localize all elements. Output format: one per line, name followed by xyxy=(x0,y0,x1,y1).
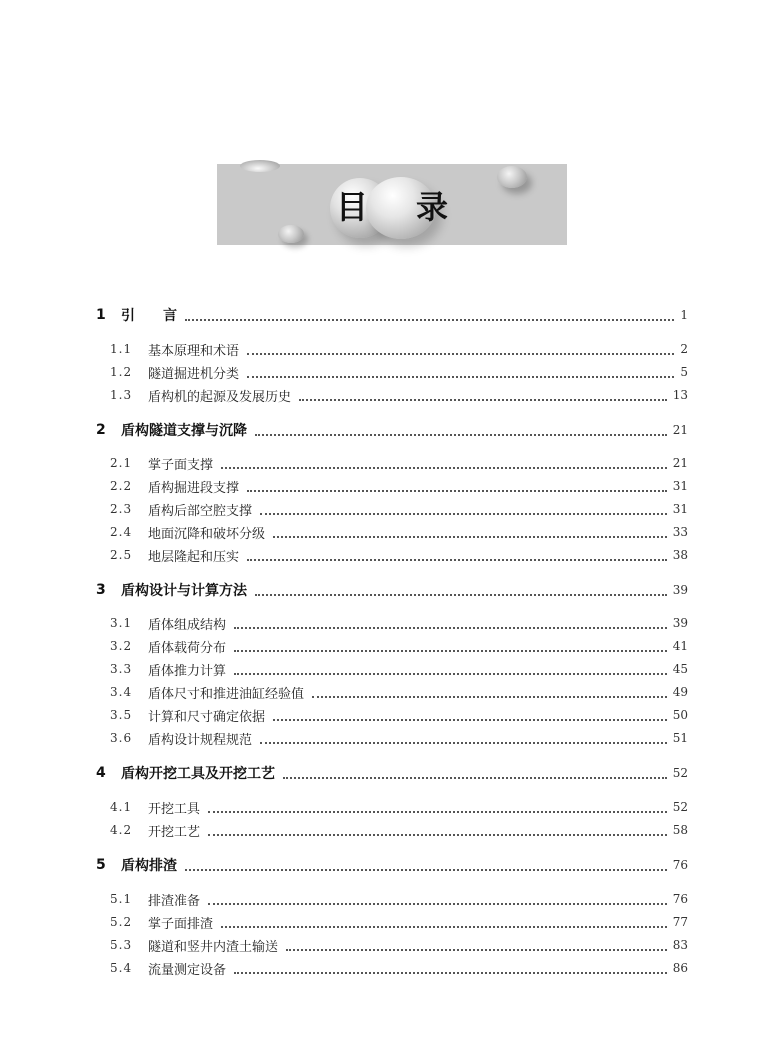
dot-leader xyxy=(208,893,667,905)
dot-leader xyxy=(185,309,674,321)
page-number: 2 xyxy=(680,342,688,356)
section-number: 5.2 xyxy=(110,915,133,929)
section-title: 盾体组成结构 xyxy=(148,617,227,633)
section-number: 2.1 xyxy=(110,456,133,470)
page-number: 41 xyxy=(672,639,688,653)
page-number: 31 xyxy=(672,502,688,516)
section-title: 盾构机的起源及发展历史 xyxy=(148,389,292,405)
section-title: 盾体推力计算 xyxy=(148,663,227,679)
toc-section-row[interactable] xyxy=(0,453,759,473)
dot-leader xyxy=(234,962,667,974)
dot-leader xyxy=(247,480,667,492)
section-title: 盾构设计规程规范 xyxy=(148,732,253,748)
section-number: 2.5 xyxy=(110,548,133,562)
dot-leader xyxy=(234,663,667,675)
toc-chapter-row[interactable] xyxy=(0,580,759,600)
page-number: 52 xyxy=(672,766,688,780)
section-title: 盾构后部空腔支撑 xyxy=(148,503,253,519)
section-number: 1.1 xyxy=(110,342,133,356)
page-number: 50 xyxy=(672,708,688,722)
chapter-title: 引 言 xyxy=(121,308,177,324)
toc-section-row[interactable] xyxy=(0,705,759,725)
dot-leader xyxy=(273,709,667,721)
section-number: 4.2 xyxy=(110,823,133,837)
section-number: 3.6 xyxy=(110,731,133,745)
section-number: 3.4 xyxy=(110,685,133,699)
page-number: 76 xyxy=(672,858,688,872)
section-title: 开挖工艺 xyxy=(148,824,201,840)
dot-leader xyxy=(247,366,674,378)
dot-leader xyxy=(260,503,667,515)
section-number: 1.2 xyxy=(110,365,133,379)
section-number: 3.5 xyxy=(110,708,133,722)
section-number: 1.3 xyxy=(110,388,133,402)
section-title: 盾构掘进段支撑 xyxy=(148,480,240,496)
page-number: 5 xyxy=(680,365,688,379)
toc-section-row[interactable] xyxy=(0,476,759,496)
section-title: 排渣准备 xyxy=(148,893,201,909)
dot-leader xyxy=(234,640,667,652)
toc-section-row[interactable] xyxy=(0,499,759,519)
dot-leader xyxy=(208,801,667,813)
dot-leader xyxy=(208,824,667,836)
dot-leader xyxy=(312,686,667,698)
section-title: 掌子面排渣 xyxy=(148,916,214,932)
section-title: 盾体尺寸和推进油缸经验值 xyxy=(148,686,305,702)
toc-section-row[interactable] xyxy=(0,339,759,359)
toc-chapter-row[interactable] xyxy=(0,763,759,783)
page-number: 51 xyxy=(672,731,688,745)
page-number: 13 xyxy=(672,388,688,402)
chapter-number: 2 xyxy=(96,422,106,438)
section-title: 隧道掘进机分类 xyxy=(148,366,240,382)
toc-chapter-row[interactable] xyxy=(0,420,759,440)
toc-chapter-row[interactable] xyxy=(0,305,759,325)
section-title: 地面沉降和破坏分级 xyxy=(148,526,266,542)
dot-leader xyxy=(247,549,667,561)
section-number: 5.4 xyxy=(110,961,133,975)
section-number: 2.4 xyxy=(110,525,133,539)
chapter-number: 5 xyxy=(96,857,106,873)
toc-section-row[interactable] xyxy=(0,797,759,817)
section-number: 4.1 xyxy=(110,800,133,814)
chapter-title: 盾构开挖工具及开挖工艺 xyxy=(121,766,275,782)
section-number: 5.1 xyxy=(110,892,133,906)
chapter-number: 1 xyxy=(96,307,106,323)
section-title: 盾体载荷分布 xyxy=(148,640,227,656)
page-number: 49 xyxy=(672,685,688,699)
page-number: 86 xyxy=(672,961,688,975)
section-number: 2.2 xyxy=(110,479,133,493)
toc-section-row[interactable] xyxy=(0,545,759,565)
dot-leader xyxy=(234,617,667,629)
dot-leader xyxy=(255,424,667,436)
page-title-char-right: 录 xyxy=(416,187,449,226)
toc-section-row[interactable] xyxy=(0,820,759,840)
dot-leader xyxy=(247,343,674,355)
dot-leader xyxy=(185,859,667,871)
toc-section-row[interactable] xyxy=(0,659,759,679)
toc-chapter-row[interactable] xyxy=(0,855,759,875)
section-number: 3.2 xyxy=(110,639,133,653)
chapter-title: 盾构设计与计算方法 xyxy=(121,583,247,599)
toc-section-row[interactable] xyxy=(0,935,759,955)
page-number: 45 xyxy=(672,662,688,676)
page-number: 39 xyxy=(672,583,688,597)
section-title: 计算和尺寸确定依据 xyxy=(148,709,266,725)
dot-leader xyxy=(221,457,667,469)
toc-section-row[interactable] xyxy=(0,385,759,405)
toc-section-row[interactable] xyxy=(0,522,759,542)
page-number: 39 xyxy=(672,616,688,630)
section-title: 隧道和竖井内渣土输送 xyxy=(148,939,279,955)
toc-section-row[interactable] xyxy=(0,682,759,702)
section-number: 3.1 xyxy=(110,616,133,630)
toc-section-row[interactable] xyxy=(0,889,759,909)
section-title: 掌子面支撑 xyxy=(148,457,214,473)
page-number: 76 xyxy=(672,892,688,906)
dot-leader xyxy=(286,939,667,951)
toc-section-row[interactable] xyxy=(0,636,759,656)
section-number: 3.3 xyxy=(110,662,133,676)
section-number: 5.3 xyxy=(110,938,133,952)
page-number: 31 xyxy=(672,479,688,493)
page-title-char-left: 目 xyxy=(335,187,368,226)
page-number: 21 xyxy=(672,456,688,470)
page-number: 83 xyxy=(672,938,688,952)
page-number: 77 xyxy=(672,915,688,929)
dot-leader xyxy=(260,732,667,744)
page-number: 52 xyxy=(672,800,688,814)
section-title: 流量测定设备 xyxy=(148,962,227,978)
toc-section-row[interactable] xyxy=(0,958,759,978)
dot-leader xyxy=(221,916,667,928)
dot-leader xyxy=(255,584,667,596)
chapter-title: 盾构排渣 xyxy=(121,858,177,874)
toc-section-row[interactable] xyxy=(0,362,759,382)
chapter-title: 盾构隧道支撑与沉降 xyxy=(121,423,247,439)
toc-section-row[interactable] xyxy=(0,728,759,748)
dot-leader xyxy=(299,389,667,401)
section-title: 基本原理和术语 xyxy=(148,343,240,359)
toc-section-row[interactable] xyxy=(0,912,759,932)
dot-leader xyxy=(273,526,667,538)
section-title: 地层隆起和压实 xyxy=(148,549,240,565)
section-number: 2.3 xyxy=(110,502,133,516)
page-number: 1 xyxy=(680,308,688,322)
chapter-number: 4 xyxy=(96,765,106,781)
dot-leader xyxy=(283,767,667,779)
page-number: 38 xyxy=(672,548,688,562)
page-number: 33 xyxy=(672,525,688,539)
toc-section-row[interactable] xyxy=(0,613,759,633)
page-number: 58 xyxy=(672,823,688,837)
chapter-number: 3 xyxy=(96,582,106,598)
page-number: 21 xyxy=(672,423,688,437)
section-title: 开挖工具 xyxy=(148,801,201,817)
